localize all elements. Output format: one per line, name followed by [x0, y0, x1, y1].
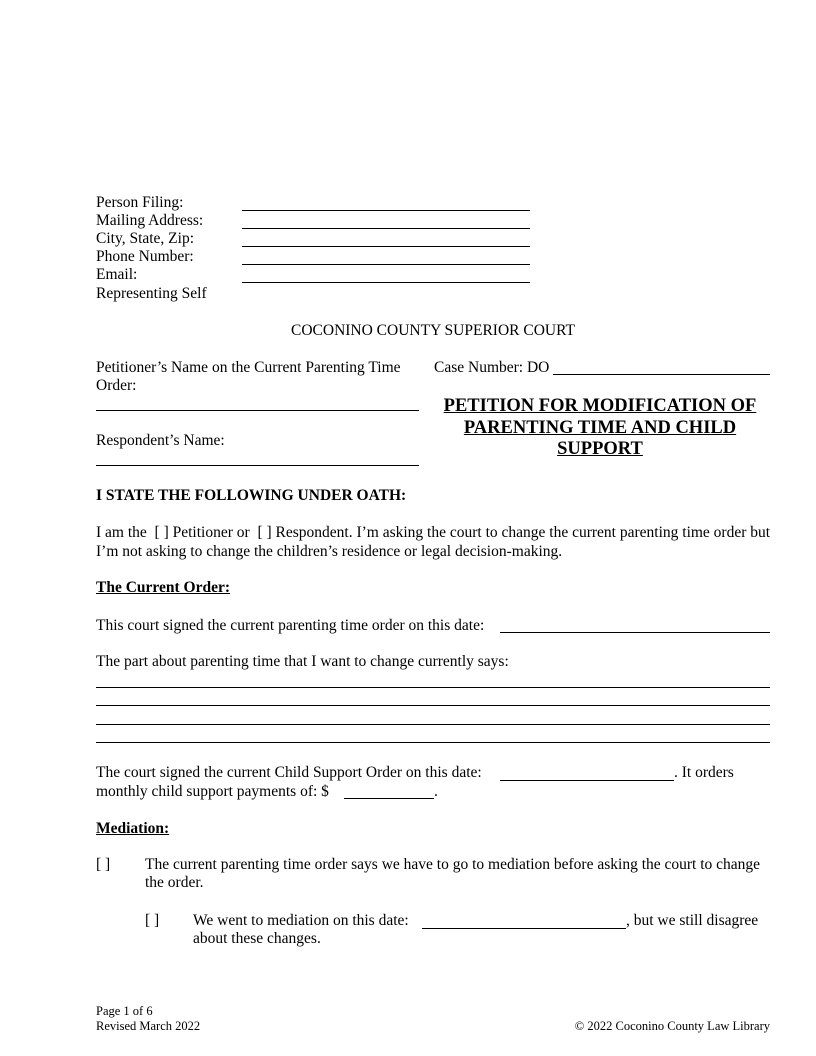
order-date-field[interactable] — [500, 632, 770, 633]
part-to-change-line-3[interactable] — [96, 724, 770, 725]
mailing-address-field[interactable] — [242, 228, 530, 229]
current-order-heading: The Current Order: — [96, 579, 231, 596]
child-support-amount-field[interactable] — [344, 798, 434, 799]
petitioner-label: Petitioner’s Name on the Current Parenting Time Order: — [96, 359, 401, 394]
revised-date: Revised March 2022 — [96, 1019, 201, 1033]
mediation-heading: Mediation: — [96, 820, 170, 837]
person-filing-field[interactable] — [242, 210, 530, 211]
mediation-done-checkbox[interactable]: [ ] — [145, 912, 160, 929]
part-to-change-line-2[interactable] — [96, 705, 770, 706]
email-field[interactable] — [242, 282, 530, 283]
mediation-required-checkbox[interactable]: [ ] — [96, 856, 111, 873]
copyright: © 2022 Coconino County Law Library — [574, 1019, 770, 1033]
part-to-change-line-1[interactable] — [96, 687, 770, 688]
city-state-zip-label: City, State, Zip: — [96, 230, 195, 247]
phone-number-field[interactable] — [242, 264, 530, 265]
child-support-period: . — [434, 783, 438, 800]
child-support-date-field[interactable] — [500, 780, 674, 781]
city-state-zip-field[interactable] — [242, 246, 530, 247]
part-to-change-label: The part about parenting time that I want to change currently says: — [96, 653, 509, 670]
case-number-field[interactable] — [553, 374, 770, 375]
mediation-changes-text: about these changes. — [193, 930, 321, 947]
intro-text: I’m asking the court to change the current parenting time order but I’m not asking to change the children’s residence or legal decision-making. — [96, 524, 771, 560]
case-number-label: Case Number: DO — [434, 359, 550, 376]
respondent-label: Respondent’s Name: — [96, 432, 225, 449]
intro-lead: I am the — [96, 524, 147, 541]
child-support-orders-text: . It orders — [674, 764, 734, 781]
mediation-date-label: We went to mediation on this date: — [193, 912, 409, 929]
respondent-checkbox[interactable]: [ ] Respondent. — [257, 524, 353, 541]
mediation-disagree-text: , but we still disagree — [626, 912, 759, 929]
petitioner-checkbox[interactable]: [ ] Petitioner or — [154, 524, 250, 541]
mailing-address-label: Mailing Address: — [96, 212, 204, 229]
oath-heading: I STATE THE FOLLOWING UNDER OATH: — [96, 487, 407, 504]
respondent-name-field[interactable] — [96, 465, 419, 466]
email-label: Email: — [96, 266, 138, 283]
person-filing-label: Person Filing: — [96, 194, 184, 211]
court-name: COCONINO COUNTY SUPERIOR COURT — [291, 322, 575, 339]
intro-paragraph — [96, 524, 776, 561]
page-number: Page 1 of 6 — [96, 1004, 153, 1018]
part-to-change-line-4[interactable] — [96, 742, 770, 743]
document-title: PETITION FOR MODIFICATION OF PARENTING TIME AND CHILD SUPPORT — [443, 396, 757, 459]
mediation-required-text: The current parenting time order says we have to go to mediation before asking the court to change the order. — [145, 856, 761, 891]
child-support-date-label: The court signed the current Child Support Order on this date: — [96, 764, 482, 781]
representing-self-label: Representing Self — [96, 285, 207, 302]
petitioner-name-field[interactable] — [96, 410, 419, 411]
phone-number-label: Phone Number: — [96, 248, 194, 265]
signed-date-label: This court signed the current parenting time order on this date: — [96, 617, 485, 634]
child-support-amount-label: monthly child support payments of: $ — [96, 783, 329, 800]
mediation-date-field[interactable] — [422, 928, 626, 929]
